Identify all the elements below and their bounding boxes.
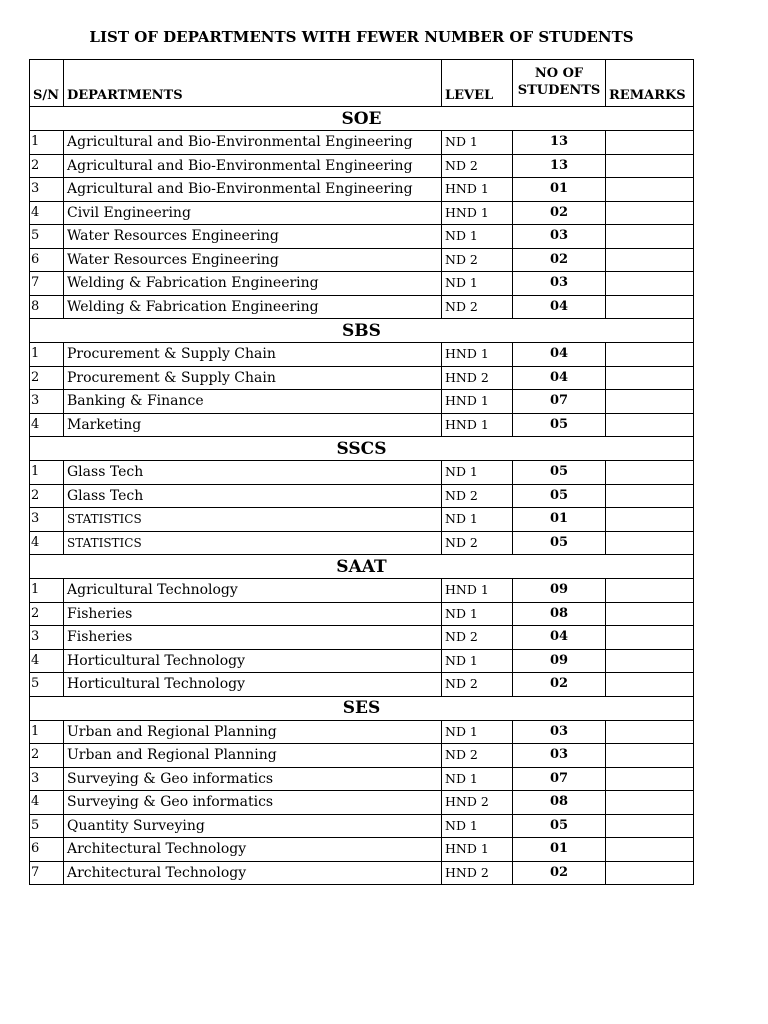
row-level-cell: HND 1 <box>442 343 513 367</box>
row-department-cell: Agricultural and Bio-Environmental Engineering <box>64 131 442 155</box>
section-header-row <box>30 555 694 579</box>
row-count-cell: 05 <box>513 531 606 555</box>
row-sn-cell: 5 <box>30 814 64 838</box>
row-remarks-cell <box>606 225 694 249</box>
section-header-row <box>30 107 694 131</box>
row-count-cell: 05 <box>513 461 606 485</box>
row-remarks-cell <box>606 602 694 626</box>
row-sn-cell: 4 <box>30 649 64 673</box>
row-count-cell: 09 <box>513 649 606 673</box>
row-count-cell: 09 <box>513 579 606 603</box>
section-header-row <box>30 319 694 343</box>
row-count-cell: 03 <box>513 225 606 249</box>
table-row <box>30 201 694 225</box>
table-row <box>30 225 694 249</box>
row-count-cell: 02 <box>513 861 606 885</box>
table-row <box>30 720 694 744</box>
header-level: LEVEL <box>442 60 513 107</box>
row-level-cell: HND 1 <box>442 201 513 225</box>
row-level-cell: ND 1 <box>442 767 513 791</box>
row-department-cell: Fisheries <box>64 626 442 650</box>
table-row <box>30 673 694 697</box>
row-count-cell: 04 <box>513 343 606 367</box>
row-sn-cell: 7 <box>30 861 64 885</box>
row-count-cell: 07 <box>513 767 606 791</box>
row-level-cell: ND 1 <box>442 508 513 532</box>
row-level-cell: HND 1 <box>442 178 513 202</box>
table-row <box>30 531 694 555</box>
row-remarks-cell <box>606 390 694 414</box>
header-remarks: REMARKS <box>606 60 694 107</box>
row-count-cell: 05 <box>513 413 606 437</box>
row-level-cell: ND 2 <box>442 248 513 272</box>
row-department-cell: Agricultural Technology <box>64 579 442 603</box>
section-header-row <box>30 437 694 461</box>
row-department-cell: Water Resources Engineering <box>64 225 442 249</box>
row-remarks-cell <box>606 861 694 885</box>
row-sn-cell: 2 <box>30 154 64 178</box>
row-count-cell: 01 <box>513 508 606 532</box>
table-row <box>30 602 694 626</box>
row-level-cell: ND 1 <box>442 225 513 249</box>
header-no-of-students: NO OF STUDENTS <box>513 60 606 107</box>
row-department-cell: Agricultural and Bio-Environmental Engineering <box>64 154 442 178</box>
row-count-cell: 04 <box>513 295 606 319</box>
row-department-cell: Architectural Technology <box>64 838 442 862</box>
row-sn-cell: 1 <box>30 343 64 367</box>
row-department-cell: Horticultural Technology <box>64 673 442 697</box>
row-count-cell: 03 <box>513 744 606 768</box>
row-level-cell: ND 2 <box>442 673 513 697</box>
row-sn-cell: 1 <box>30 131 64 155</box>
row-sn-cell: 2 <box>30 744 64 768</box>
row-count-cell: 01 <box>513 838 606 862</box>
table-row <box>30 626 694 650</box>
row-remarks-cell <box>606 720 694 744</box>
row-sn-cell: 6 <box>30 838 64 862</box>
row-remarks-cell <box>606 131 694 155</box>
row-level-cell: ND 2 <box>442 531 513 555</box>
row-remarks-cell <box>606 649 694 673</box>
row-level-cell: ND 2 <box>442 154 513 178</box>
row-remarks-cell <box>606 673 694 697</box>
row-level-cell: ND 1 <box>442 272 513 296</box>
row-remarks-cell <box>606 814 694 838</box>
row-level-cell: HND 2 <box>442 791 513 815</box>
row-remarks-cell <box>606 484 694 508</box>
row-sn-cell: 3 <box>30 390 64 414</box>
row-level-cell: ND 1 <box>442 814 513 838</box>
header-departments: DEPARTMENTS <box>64 60 442 107</box>
row-sn-cell: 1 <box>30 720 64 744</box>
row-count-cell: 13 <box>513 131 606 155</box>
row-department-cell: Surveying & Geo informatics <box>64 767 442 791</box>
row-remarks-cell <box>606 626 694 650</box>
row-department-cell: Urban and Regional Planning <box>64 720 442 744</box>
row-sn-cell: 3 <box>30 767 64 791</box>
row-level-cell: ND 1 <box>442 131 513 155</box>
row-remarks-cell <box>606 366 694 390</box>
row-count-cell: 01 <box>513 178 606 202</box>
table-row <box>30 248 694 272</box>
row-sn-cell: 5 <box>30 225 64 249</box>
row-level-cell: ND 2 <box>442 626 513 650</box>
row-remarks-cell <box>606 508 694 532</box>
row-department-cell: Agricultural and Bio-Environmental Engineering <box>64 178 442 202</box>
table-header-row <box>30 60 694 107</box>
row-level-cell: HND 2 <box>442 861 513 885</box>
row-department-cell: Civil Engineering <box>64 201 442 225</box>
row-sn-cell: 2 <box>30 484 64 508</box>
table-row <box>30 413 694 437</box>
row-department-cell: Architectural Technology <box>64 861 442 885</box>
row-level-cell: HND 1 <box>442 838 513 862</box>
table-row <box>30 366 694 390</box>
row-remarks-cell <box>606 272 694 296</box>
row-department-cell: Welding & Fabrication Engineering <box>64 295 442 319</box>
table-row <box>30 861 694 885</box>
table-row <box>30 767 694 791</box>
row-sn-cell: 2 <box>30 366 64 390</box>
table-row <box>30 508 694 532</box>
row-remarks-cell <box>606 838 694 862</box>
row-count-cell: 04 <box>513 626 606 650</box>
row-remarks-cell <box>606 461 694 485</box>
row-count-cell: 02 <box>513 673 606 697</box>
section-header-row <box>30 696 694 720</box>
row-department-cell: Horticultural Technology <box>64 649 442 673</box>
row-sn-cell: 4 <box>30 791 64 815</box>
row-remarks-cell <box>606 154 694 178</box>
row-sn-cell: 4 <box>30 413 64 437</box>
row-sn-cell: 7 <box>30 272 64 296</box>
row-remarks-cell <box>606 579 694 603</box>
row-department-cell: Procurement & Supply Chain <box>64 343 442 367</box>
row-count-cell: 08 <box>513 602 606 626</box>
row-department-cell: STATISTICS <box>64 531 442 555</box>
row-level-cell: ND 1 <box>442 649 513 673</box>
table-row <box>30 484 694 508</box>
table-row <box>30 579 694 603</box>
section-title: SOE <box>30 107 694 131</box>
row-level-cell: ND 1 <box>442 720 513 744</box>
row-remarks-cell <box>606 295 694 319</box>
row-sn-cell: 3 <box>30 626 64 650</box>
row-department-cell: Marketing <box>64 413 442 437</box>
header-sn: S/N <box>30 60 64 107</box>
row-sn-cell: 3 <box>30 178 64 202</box>
row-count-cell: 08 <box>513 791 606 815</box>
table-row <box>30 343 694 367</box>
row-level-cell: ND 1 <box>442 461 513 485</box>
row-sn-cell: 4 <box>30 531 64 555</box>
row-department-cell: Quantity Surveying <box>64 814 442 838</box>
row-department-cell: Procurement & Supply Chain <box>64 366 442 390</box>
row-remarks-cell <box>606 248 694 272</box>
row-count-cell: 13 <box>513 154 606 178</box>
row-remarks-cell <box>606 744 694 768</box>
row-level-cell: HND 2 <box>442 366 513 390</box>
row-department-cell: Glass Tech <box>64 484 442 508</box>
row-count-cell: 05 <box>513 814 606 838</box>
row-level-cell: HND 1 <box>442 579 513 603</box>
row-remarks-cell <box>606 343 694 367</box>
table-row <box>30 272 694 296</box>
section-title: SSCS <box>30 437 694 461</box>
table-row <box>30 390 694 414</box>
row-sn-cell: 1 <box>30 461 64 485</box>
table-row <box>30 131 694 155</box>
row-sn-cell: 3 <box>30 508 64 532</box>
table-body <box>30 60 694 885</box>
row-department-cell: Fisheries <box>64 602 442 626</box>
table-row <box>30 814 694 838</box>
table-row <box>30 791 694 815</box>
row-remarks-cell <box>606 791 694 815</box>
row-count-cell: 05 <box>513 484 606 508</box>
departments-table <box>29 59 694 885</box>
table-row <box>30 649 694 673</box>
row-level-cell: ND 2 <box>442 484 513 508</box>
row-count-cell: 07 <box>513 390 606 414</box>
row-sn-cell: 1 <box>30 579 64 603</box>
row-remarks-cell <box>606 201 694 225</box>
row-level-cell: HND 1 <box>442 390 513 414</box>
row-sn-cell: 6 <box>30 248 64 272</box>
table-row <box>30 154 694 178</box>
row-department-cell: Water Resources Engineering <box>64 248 442 272</box>
row-remarks-cell <box>606 413 694 437</box>
row-sn-cell: 2 <box>30 602 64 626</box>
row-count-cell: 03 <box>513 720 606 744</box>
row-level-cell: ND 1 <box>442 602 513 626</box>
row-count-cell: 04 <box>513 366 606 390</box>
row-department-cell: Surveying & Geo informatics <box>64 791 442 815</box>
row-count-cell: 03 <box>513 272 606 296</box>
row-department-cell: Urban and Regional Planning <box>64 744 442 768</box>
row-remarks-cell <box>606 178 694 202</box>
row-sn-cell: 5 <box>30 673 64 697</box>
row-department-cell: STATISTICS <box>64 508 442 532</box>
table-row <box>30 178 694 202</box>
row-department-cell: Glass Tech <box>64 461 442 485</box>
row-department-cell: Welding & Fabrication Engineering <box>64 272 442 296</box>
row-count-cell: 02 <box>513 248 606 272</box>
section-title: SAAT <box>30 555 694 579</box>
section-title: SBS <box>30 319 694 343</box>
table-row <box>30 838 694 862</box>
table-row <box>30 461 694 485</box>
table-row <box>30 295 694 319</box>
row-level-cell: ND 2 <box>442 744 513 768</box>
row-count-cell: 02 <box>513 201 606 225</box>
page-title: LIST OF DEPARTMENTS WITH FEWER NUMBER OF STUDENTS <box>89 28 634 46</box>
row-department-cell: Banking & Finance <box>64 390 442 414</box>
table-row <box>30 744 694 768</box>
row-level-cell: ND 2 <box>442 295 513 319</box>
row-remarks-cell <box>606 531 694 555</box>
row-remarks-cell <box>606 767 694 791</box>
row-sn-cell: 4 <box>30 201 64 225</box>
row-sn-cell: 8 <box>30 295 64 319</box>
row-level-cell: HND 1 <box>442 413 513 437</box>
section-title: SES <box>30 696 694 720</box>
